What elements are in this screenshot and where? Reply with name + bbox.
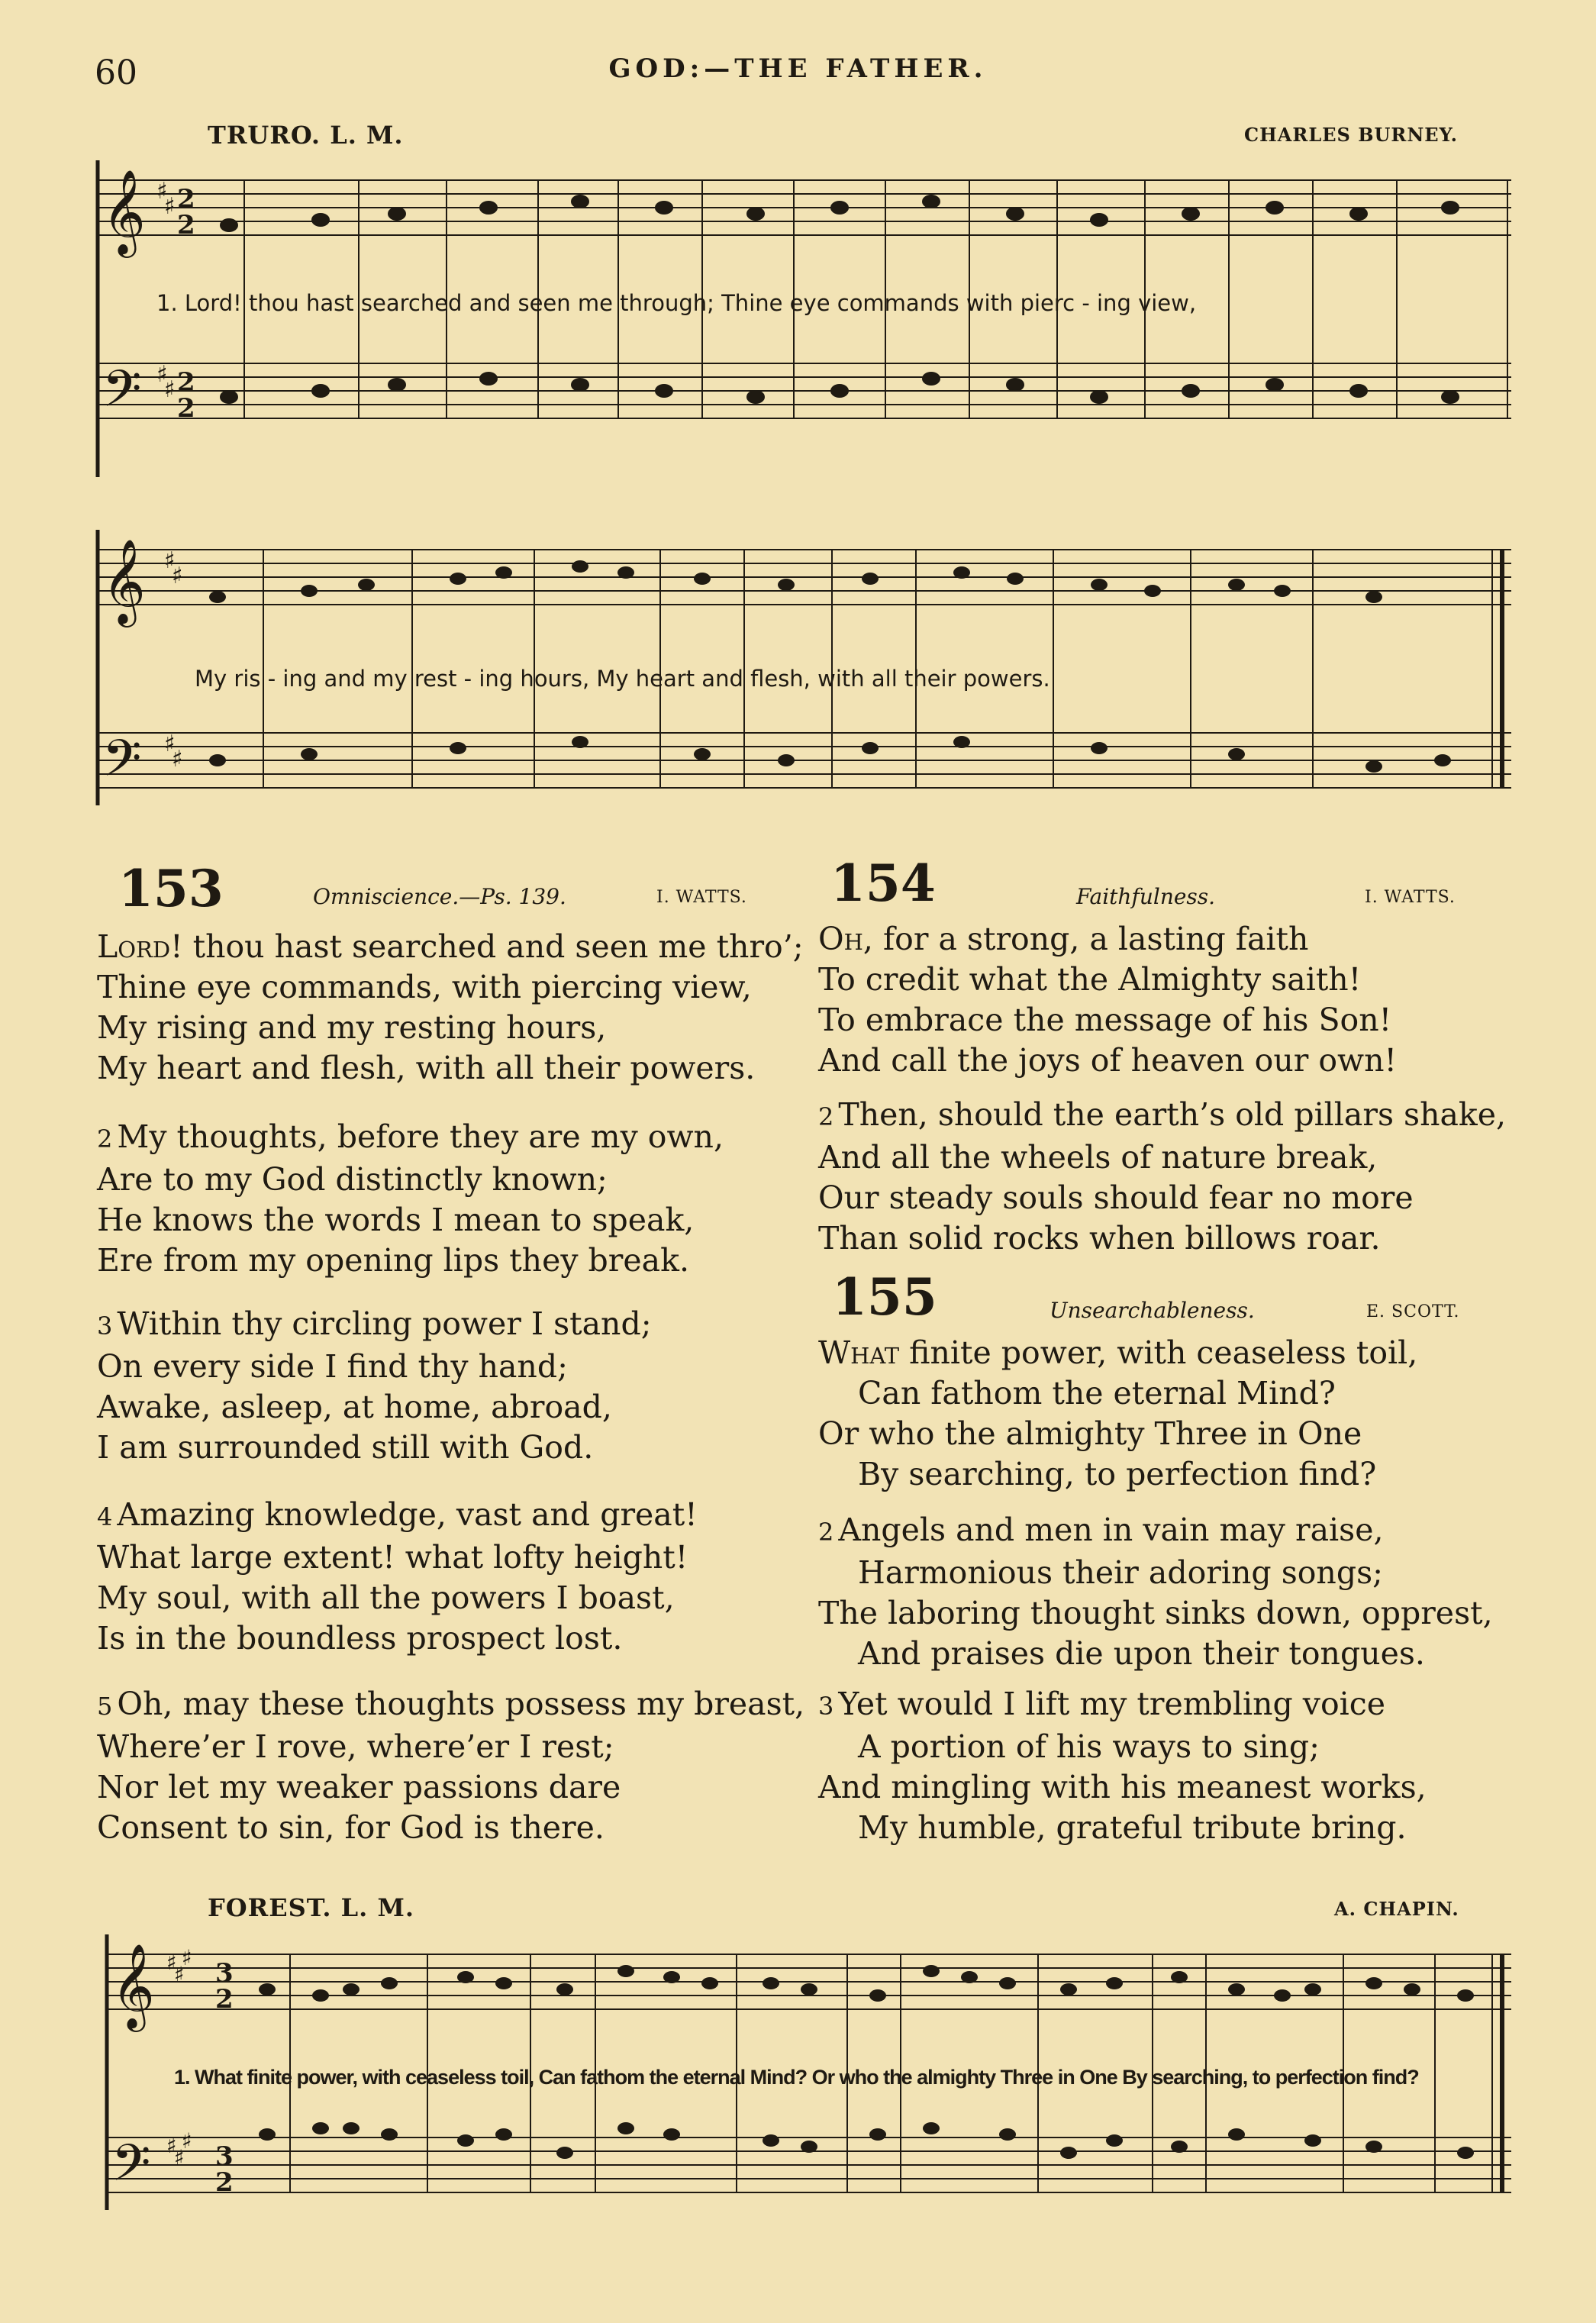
lyrics-truro-line-1: 1. Lord! thou hast searched and seen me through; Thine eye commands with pierc - ing view, bbox=[156, 290, 1197, 316]
page-number: 60 bbox=[95, 53, 137, 92]
hymn-153-stanza-2: 2 My thoughts, before they are my own, Are to my God distinctly known; He knows the words I mean to speak, Ere from my opening lips they break. bbox=[97, 1118, 724, 1279]
composer-chapin: A. CHAPIN. bbox=[1334, 1898, 1459, 1920]
svg-text:♯: ♯ bbox=[174, 1962, 185, 1987]
hymn-154-stanza-2: 2 Then, should the earth’s old pillars shake, And all the wheels of nature break, Our steady souls should fear no more Than solid rocks when billows roar. bbox=[818, 1096, 1507, 1257]
svg-text:♯: ♯ bbox=[182, 1945, 192, 1970]
hymn-153-stanza-4: 4 Amazing knowledge, vast and great! What large extent! what lofty height! My soul, with all the powers I boast, Is in the boundless prospect lost. bbox=[97, 1496, 698, 1657]
hymn-153-stanza-5: 5 Oh, may these thoughts possess my breast, Where’er I rove, where’er I rest; Nor let my weaker passions dare Consent to sin, for God is there. bbox=[97, 1686, 805, 1846]
stanza-lead-word: What bbox=[818, 1334, 900, 1371]
hymn-author-155: E. SCOTT. bbox=[1366, 1302, 1460, 1321]
svg-text:2: 2 bbox=[177, 393, 195, 424]
stanza-number: 3 bbox=[818, 1692, 834, 1721]
svg-text:𝄞: 𝄞 bbox=[102, 169, 146, 254]
hymn-number-154: 154 bbox=[830, 853, 936, 913]
stanza-lead-word: Oh bbox=[818, 921, 863, 957]
stanza-number: 5 bbox=[97, 1692, 113, 1721]
stanza-number: 3 bbox=[97, 1312, 113, 1341]
svg-text:𝄢: 𝄢 bbox=[102, 729, 142, 800]
hymn-number-155: 155 bbox=[832, 1267, 937, 1327]
composer-burney: CHARLES BURNEY. bbox=[1244, 124, 1458, 146]
svg-text:3: 3 bbox=[215, 2141, 234, 2172]
svg-text:♯: ♯ bbox=[156, 361, 168, 388]
svg-text:♯: ♯ bbox=[182, 2128, 192, 2154]
hymn-author-153: I. WATTS. bbox=[656, 888, 747, 907]
svg-text:2: 2 bbox=[215, 1984, 234, 2015]
stanza-number: 4 bbox=[97, 1502, 113, 1531]
hymn-153-stanza-1: Lord! thou hast searched and seen me thro’; Thine eye commands, with piercing view, My rising and my resting hours, My heart and flesh, with all their powers. bbox=[97, 928, 804, 1086]
hymn-author-154: I. WATTS. bbox=[1365, 888, 1456, 907]
svg-text:𝄢: 𝄢 bbox=[102, 360, 142, 431]
hymn-topic-153: Omniscience.—Ps. 139. bbox=[313, 884, 566, 909]
svg-text:𝄞: 𝄞 bbox=[102, 538, 146, 624]
svg-text:𝄞: 𝄞 bbox=[111, 1943, 155, 2028]
running-head: GOD:—THE FATHER. bbox=[608, 53, 988, 84]
svg-text:♯: ♯ bbox=[164, 547, 176, 574]
svg-text:♯: ♯ bbox=[172, 746, 183, 773]
svg-text:♯: ♯ bbox=[164, 376, 176, 403]
svg-text:♯: ♯ bbox=[174, 2145, 185, 2170]
svg-text:♯: ♯ bbox=[166, 2133, 177, 2158]
svg-text:♯: ♯ bbox=[164, 193, 176, 220]
lyrics-forest-line-1: 1. What finite power, with ceaseless toil, Can fathom the eternal Mind? Or who the almighty Three in One By searching, to perfection find? bbox=[174, 2066, 1419, 2089]
hymn-155-stanza-1: What finite power, with ceaseless toil, Can fathom the eternal Mind? Or who the almighty Three in One By searching, to perfection find? bbox=[818, 1334, 1418, 1492]
stanza-number: 2 bbox=[818, 1518, 834, 1547]
svg-text:♯: ♯ bbox=[166, 1950, 177, 1975]
hymn-155-stanza-2: 2 Angels and men in vain may raise, Harmonious their adoring songs; The laboring thought sinks down, opprest, And praises die upon their tongues. bbox=[818, 1512, 1493, 1672]
svg-text:♯: ♯ bbox=[172, 563, 183, 589]
svg-text:2: 2 bbox=[177, 184, 195, 215]
hymn-topic-154: Faithfulness. bbox=[1076, 884, 1216, 909]
music-system-2 bbox=[0, 504, 1596, 824]
stanza-number: 2 bbox=[97, 1124, 113, 1153]
hymn-153-stanza-3: 3 Within thy circling power I stand; On every side I find thy hand; Awake, asleep, at home, abroad, I am surrounded still with God. bbox=[97, 1305, 652, 1466]
stanza-lead-word: Lord bbox=[97, 928, 171, 965]
svg-text:2: 2 bbox=[177, 367, 195, 398]
svg-text:♯: ♯ bbox=[156, 178, 168, 205]
svg-text:3: 3 bbox=[215, 1958, 234, 1989]
hymn-topic-155: Unsearchableness. bbox=[1049, 1298, 1255, 1323]
svg-text:2: 2 bbox=[177, 210, 195, 240]
svg-text:♯: ♯ bbox=[164, 731, 176, 757]
svg-text:2: 2 bbox=[215, 2167, 234, 2198]
stanza-number: 2 bbox=[818, 1102, 834, 1131]
hymn-154-stanza-1: Oh, for a strong, a lasting faith To credit what the Almighty saith! To embrace the message of his Son! And call the joys of heaven our own! bbox=[818, 921, 1398, 1079]
tune-name-forest: FOREST. L. M. bbox=[208, 1893, 414, 1922]
hymn-155-stanza-3: 3 Yet would I lift my trembling voice A portion of his ways to sing; And mingling with his meanest works, My humble, grateful tribute bring. bbox=[818, 1686, 1427, 1846]
tune-name-truro: TRURO. L. M. bbox=[208, 121, 404, 150]
svg-text:𝄢: 𝄢 bbox=[111, 2134, 151, 2205]
hymn-number-153: 153 bbox=[118, 859, 224, 918]
lyrics-truro-line-2: My ris - ing and my rest - ing hours, My heart and flesh, with all their powers. bbox=[195, 666, 1050, 692]
